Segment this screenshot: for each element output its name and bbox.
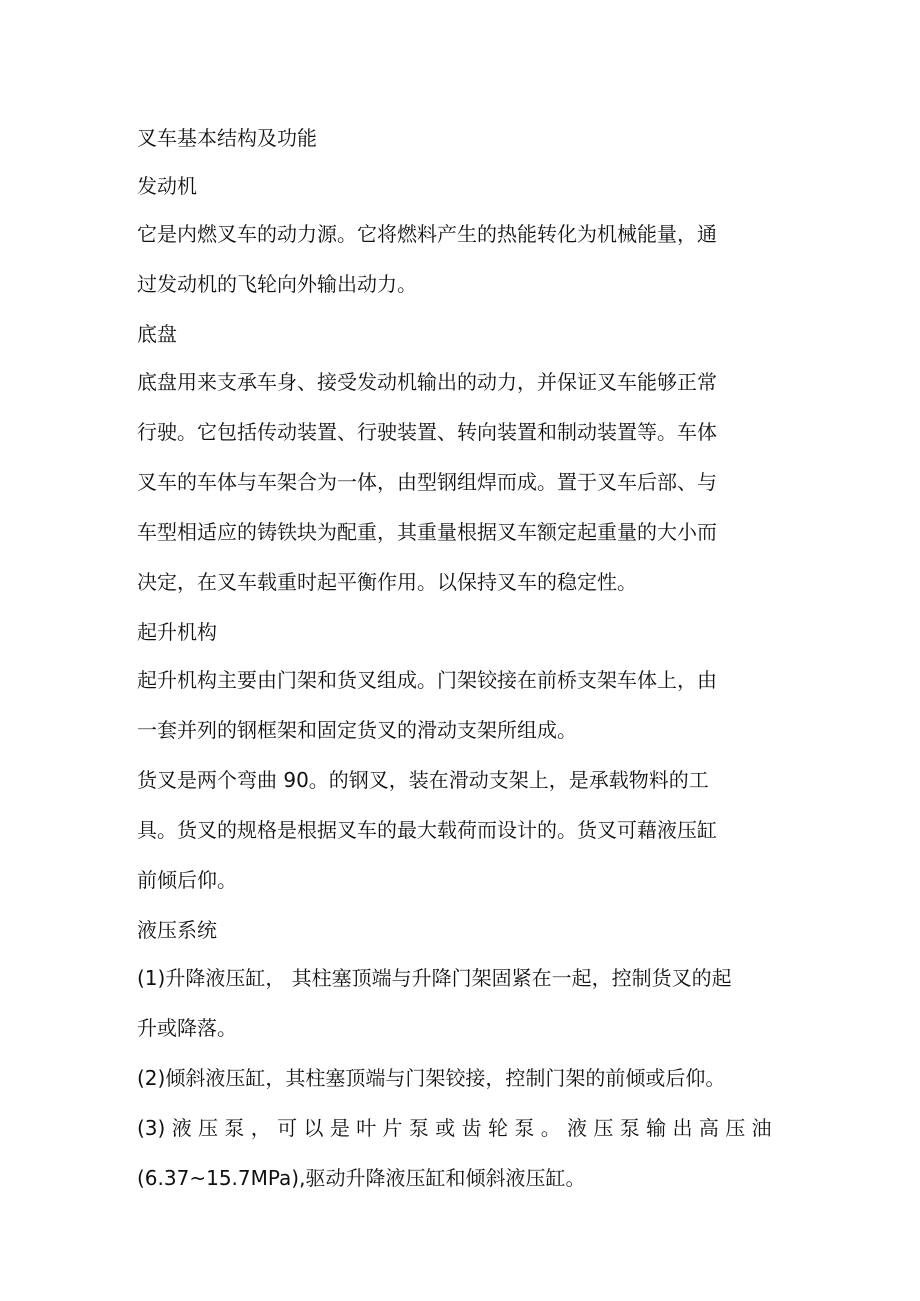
text-line: (3) 液 压 泵 ， 可 以 是 叶 片 泵 或 齿 轮 泵 。 液 压 泵 输 出 高 压 油: [137, 1116, 772, 1140]
text-line: 行驶。它包括传动装置、行驶装置、转向装置和制动装置等。车体: [137, 420, 717, 444]
text-line: (2)倾斜液压缸，其柱塞顶端与门架铰接，控制门架的前倾或后仰。: [137, 1066, 726, 1090]
text-line: 叉车的车体与车架合为一体，由型钢组焊而成。置于叉车后部、与: [137, 470, 717, 494]
paragraph-lifting-fork: [137, 755, 787, 905]
text-line: (6.37~15.7MPa),驱动升降液压缸和倾斜液压缸。: [137, 1166, 586, 1190]
paragraph-lifting-mast: [137, 655, 787, 755]
list-item-hydraulic-pump: [137, 1103, 787, 1203]
text-line: 过发动机的飞轮向外输出动力。: [137, 272, 417, 296]
section-heading-lifting: 起升机构: [137, 620, 217, 644]
list-item-lift-cylinder: [137, 953, 787, 1053]
section-heading-engine: 发动机: [137, 174, 197, 198]
text-line: 起升机构主要由门架和货叉组成。门架铰接在前桥支架车体上，由: [137, 668, 717, 692]
text-line: 具。货叉的规格是根据叉车的最大载荷而设计的。货叉可藉液压缸: [137, 818, 717, 842]
text-line: 车型相适应的铸铁块为配重，其重量根据叉车额定起重量的大小而: [137, 520, 717, 544]
document-title: 叉车基本结构及功能: [137, 126, 317, 150]
document-body: [137, 113, 787, 1203]
paragraph-engine: [137, 209, 787, 309]
section-heading-chassis: 底盘: [137, 322, 177, 346]
text-line: 前倾后仰。: [137, 868, 237, 892]
text-line: 货叉是两个弯曲 90。的钢叉，装在滑动支架上，是承载物料的工: [137, 768, 709, 792]
text-line: 底盘用来支承车身、接受发动机输出的动力，并保证叉车能够正常: [137, 370, 717, 394]
text-line: (1)升降液压缸， 其柱塞顶端与升降门架固紧在一起，控制货叉的起: [137, 966, 732, 990]
text-line: 决定，在叉车载重时起平衡作用。以保持叉车的稳定性。: [137, 570, 637, 594]
text-line: 它是内燃叉车的动力源。它将燃料产生的热能转化为机械能量，通: [137, 222, 717, 246]
text-line: 升或降落。: [137, 1016, 237, 1040]
list-item-tilt-cylinder: [137, 1053, 787, 1103]
paragraph-chassis: [137, 357, 787, 607]
text-line: 一套并列的钢框架和固定货叉的滑动支架所组成。: [137, 718, 577, 742]
section-heading-hydraulic: 液压系统: [137, 918, 217, 942]
